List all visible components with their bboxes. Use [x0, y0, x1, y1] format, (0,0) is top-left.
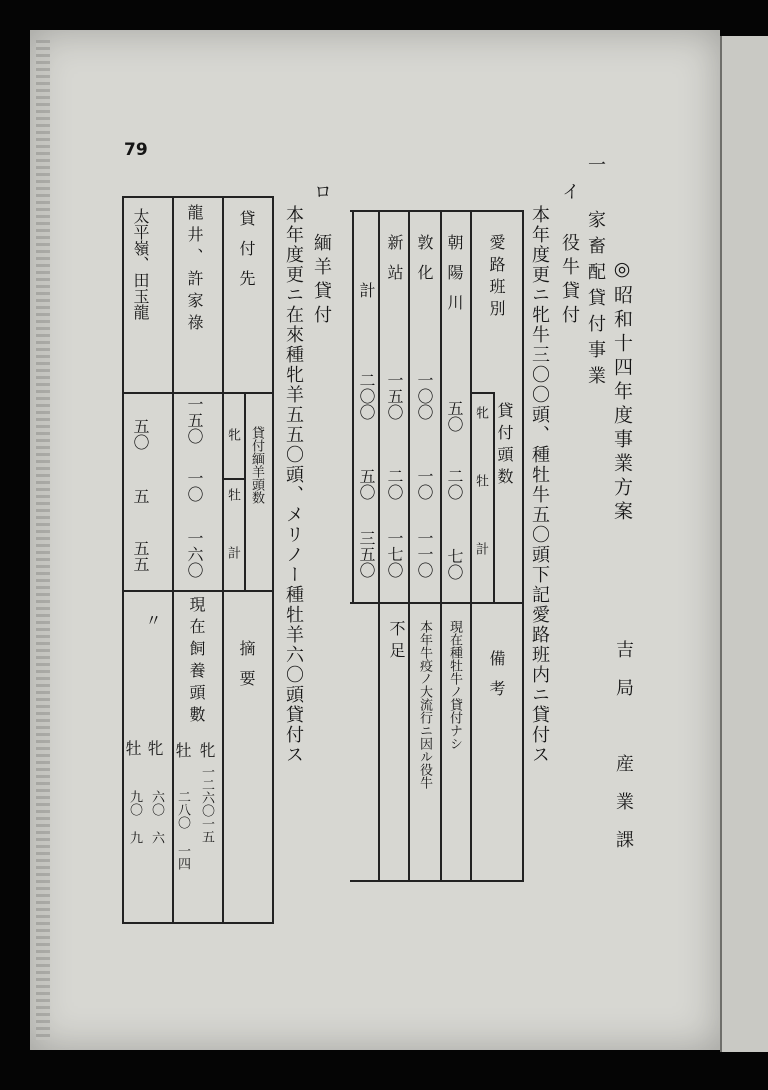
page-number: 79 [124, 140, 148, 160]
subsection-i-text: 本年度更ニ牝牛三〇〇頭、種牡牛五〇頭下記愛路班内ニ貸付ス [529, 205, 550, 765]
binding-strip [36, 40, 50, 1040]
row-total: 一一〇 [415, 530, 434, 578]
subsection-i-label: イ 役牛貸付 [559, 182, 580, 329]
total-row-label: 計 [357, 282, 376, 298]
subheader-male: 牡 [225, 488, 240, 501]
row-note-male-count: 九〇 九 [127, 790, 142, 844]
subheader-female: 牝 [473, 406, 488, 419]
department-name: 吉局 産業課 [613, 640, 634, 868]
row-note-label: 現在飼養頭數 [187, 596, 206, 728]
subheader-total: 計 [473, 542, 488, 555]
column-header-recipient: 貸付先 [237, 210, 256, 300]
subheader-male: 牡 [473, 474, 488, 487]
row-name: 敦化 [415, 234, 434, 294]
row-male: 五〇 [357, 468, 376, 500]
row-name: 太平嶺、田玉龍 [131, 208, 150, 320]
page-title: ◎昭和十四年度事業方案 [611, 258, 633, 525]
column-header-summary: 摘要 [237, 640, 256, 700]
row-male: 五 [131, 488, 150, 504]
row-name: 龍井、許家祿 [185, 204, 204, 336]
row-female: 二〇〇 [357, 372, 376, 420]
column-header-remarks: 備考 [487, 650, 506, 710]
row-note-male-count: 二八〇 一四 [175, 790, 190, 870]
row-total: 三五〇 [357, 530, 376, 578]
row-note-female-count: 六〇 六 [149, 790, 164, 844]
column-header-count: 貸付頭数 [495, 402, 514, 490]
ditto-mark: 〃 [143, 612, 162, 628]
row-male: 二〇 [445, 468, 464, 500]
row-male: 二〇 [385, 468, 404, 500]
row-note-female-label: 牝 [145, 740, 164, 756]
row-female: 一〇〇 [415, 372, 434, 420]
section-heading: 一 家畜配貸付事業 [585, 155, 606, 392]
column-header-sheep-count: 貸付緬羊頭数 [249, 426, 264, 504]
row-note: 本年牛疫ノ大流行ニ因ル役牛 [417, 620, 432, 789]
row-total: 一七〇 [385, 530, 404, 578]
subheader-female: 牝 [225, 428, 240, 441]
subheader-total: 計 [225, 546, 240, 559]
row-note: 現在種牡牛ノ貸付ナシ [447, 620, 462, 750]
row-total: 七〇 [445, 548, 464, 580]
row-name: 朝陽川 [445, 234, 464, 324]
subsection-ro-text: 本年度更ニ在來種牝羊五五〇頭、メリノー種牡羊六〇頭貸付ス [283, 205, 304, 765]
row-female: 一五〇 [185, 396, 204, 444]
row-note-male-label: 牡 [123, 740, 142, 756]
row-male: 一〇 [415, 468, 434, 500]
row-note: 不足 [387, 620, 406, 664]
row-note-female-count: 一二六〇一五 [199, 765, 214, 843]
row-female: 五〇 [131, 418, 150, 450]
row-name: 新站 [385, 234, 404, 294]
row-male: 一〇 [185, 470, 204, 502]
row-note-male-label: 牡 [173, 742, 192, 758]
row-total: 五五 [131, 540, 150, 572]
subsection-ro-label: ロ 緬羊貸付 [311, 182, 332, 329]
row-total: 一六〇 [185, 530, 204, 578]
row-female: 五〇 [445, 400, 464, 432]
row-female: 一五〇 [385, 372, 404, 420]
next-page-edge [720, 36, 768, 1052]
column-header-route-group: 愛路班別 [487, 234, 506, 322]
row-note-female-label: 牝 [197, 742, 216, 758]
